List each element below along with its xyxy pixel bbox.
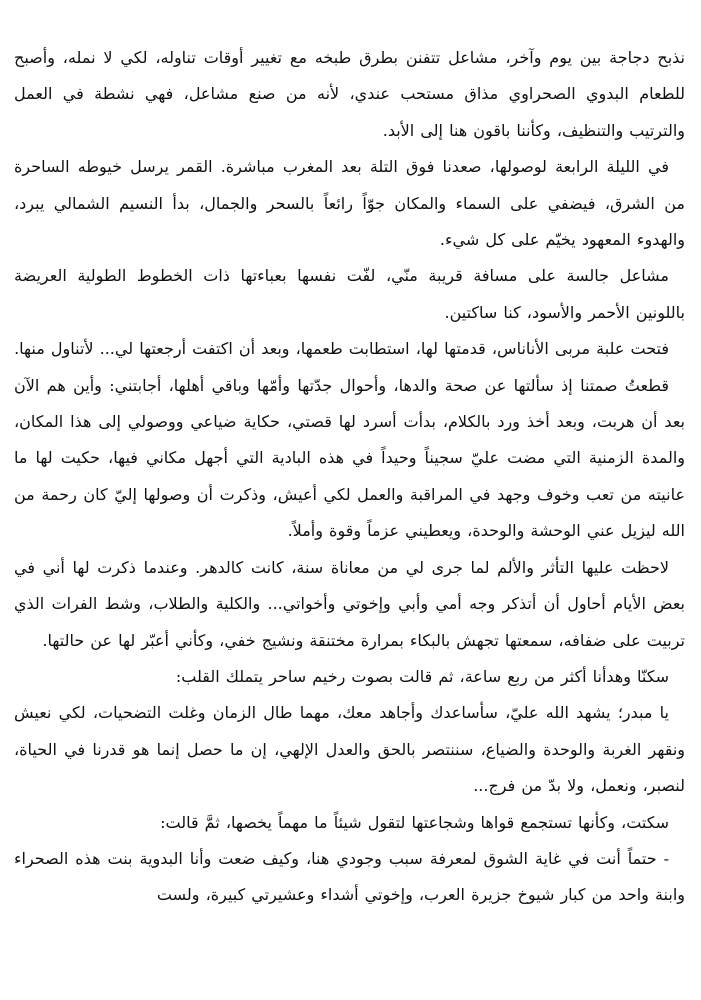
paragraph-5: قطعتُ صمتنا إذ سألتها عن صحة والدها، وأحوال جدّتها وأمّها وباقي أهلها، أجابتني: وأين هم الآن بعد أن هربت، وبعد أخذ ورد بالكلام، بدأت أسرد لها قصتي، حكاية ضياعي ووصولي إلى هذا المكان، والمدة الزمنية التي مضت عليّ سجيناً وحيداً في هذه البادية التي أجهل مكاني فيها، حكيت لها ما عانيته من تعب وخوف وجهد في المراقبة والعمل لكي أعيش، وذكرت أن وصولها إليّ كان رحمة من الله ليزيل عني الوحشة والوحدة، ويعطيني عزماً وقوة وأملاً. <box>14 375 685 541</box>
paragraph-9: سكتت، وكأنها تستجمع قواها وشجاعتها لتقول شيئاً ما مهماً يخصها، ثمَّ قالت: <box>160 812 669 832</box>
paragraph-6: لاحظت عليها التأثر والألم لما جرى لي من معاناة سنة، كانت كالدهر. وعندما ذكرت لها أني في بعض الأيام أحاول أن أتذكر وجه أمي وأبي وإخوتي وأخواتي... والكلية والطلاب، وشط الفرات الذي تربيت على ضفافه، سمعتها تجهش بالبكاء بمرارة مختنقة ونشيج خفي، وكأني أعبّر لها عن حالتها. <box>14 557 685 650</box>
paragraph-3: مشاعل جالسة على مسافة قريبة منّي، لفّت نفسها بعباءتها ذات الخطوط الطولية العريضة باللونين الأحمر والأسود، كنا ساكتين. <box>14 266 685 322</box>
paragraph-1: نذبح دجاجة بين يوم وآخر، مشاعل تتفنن بطرق طبخه مع تغيير أوقات تناوله، لكي لا نمله، وأصبح للطعام البدوي الصحراوي مذاق مستحب عندي، لأنه من صنع مشاعل، فهي نشطة في العمل والترتيب والتنظيف، وكأننا باقون هنا إلى الأبد. <box>14 48 685 140</box>
paragraph-8: يا مبدر؛ يشهد الله عليّ، سأساعدك وأجاهد معك، مهما طال الزمان وغلت التضحيات، لكي نعيش ونقهر الغربة والوحدة والضياع، سننتصر بالحق والعدل الإلهي، إن ما حصل إنما هو قدرنا في الحياة، لنصبر، ونعمل، ولا بدّ من فرج... <box>14 703 685 796</box>
paragraph-10: - حتماً أنت في غاية الشوق لمعرفة سبب وجودي هنا، وكيف ضعت وأنا البدوية بنت هذه الصحراء وابنة واحد من كبار شيوخ جزيرة العرب، وإخوتي أشداء وعشيرتي كبيرة، ولست <box>14 848 685 905</box>
paragraph-2: في الليلة الرابعة لوصولها، صعدنا فوق التلة بعد المغرب مباشرة. القمر يرسل خيوطه الساحرة من الشرق، فيضفي على السماء والمكان جوّاً رائعاً بالسحر والجمال، بدأ النسيم الشمالي يبرد، والهدوء المعهود يخيّم على كل شيء. <box>14 157 685 250</box>
paragraph-7: سكنّا وهدأنا أكثر من ربع ساعة، ثم قالت بصوت رخيم ساحر يتملك القلب: <box>175 666 669 686</box>
paragraph-4: فتحت علبة مربى الأناناس، قدمتها لها، استطابت طعمها، وبعد أن اكتفت أرجعتها لي... لأتناول منها. <box>14 339 669 359</box>
